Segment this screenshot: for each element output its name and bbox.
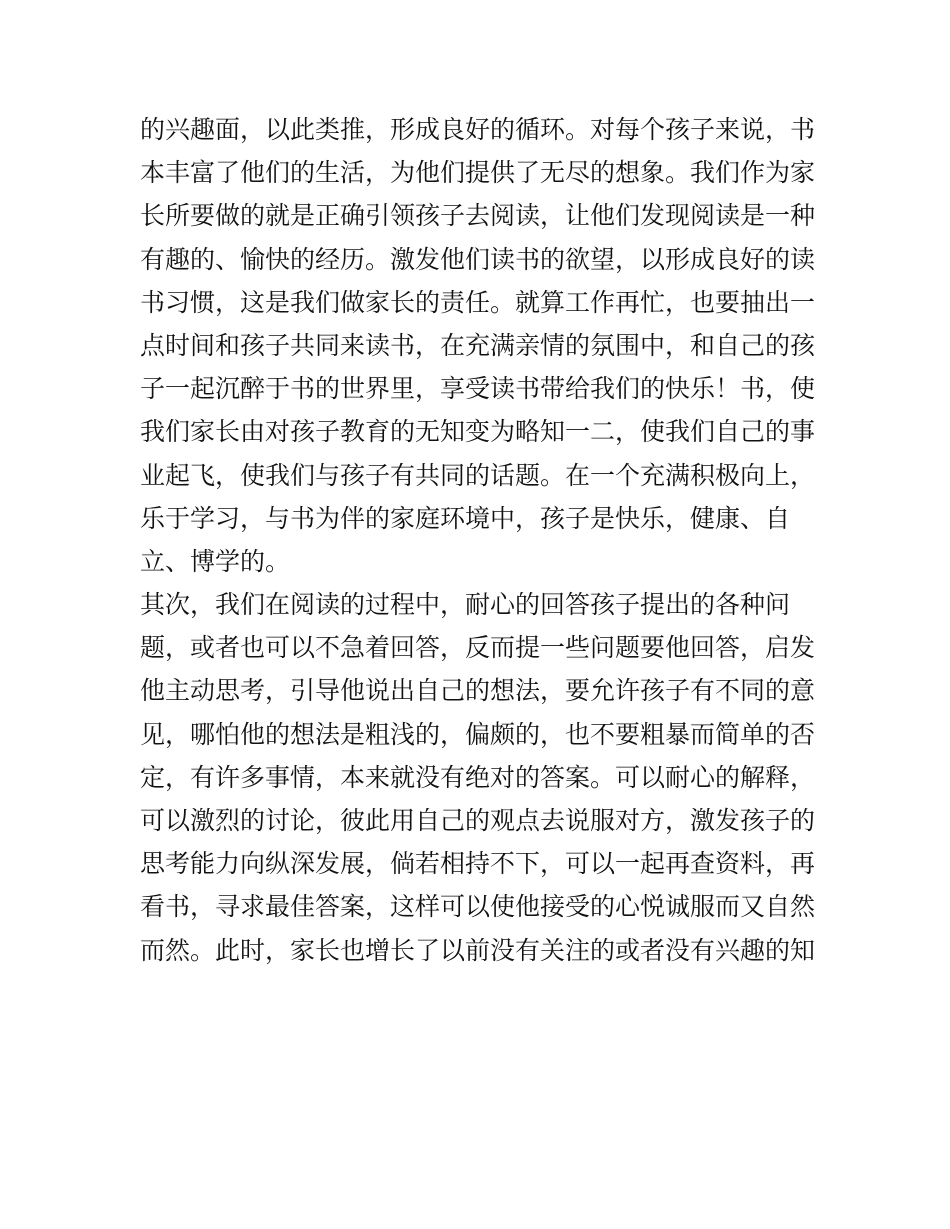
text-line: 而然。此时，家长也增长了以前没有关注的或者没有兴趣的知 [140, 935, 816, 965]
text-line: 业起飞，使我们与孩子有共同的话题。在一个充满积极向上， [140, 460, 816, 490]
text-line: 思考能力向纵深发展，倘若相持不下，可以一起再查资料，再 [140, 849, 816, 879]
text-line: 点时间和孩子共同来读书，在充满亲情的氛围中，和自己的孩 [140, 330, 816, 360]
text-line: 乐于学习，与书为伴的家庭环境中，孩子是快乐，健康、自 [140, 503, 791, 533]
text-line: 本丰富了他们的生活，为他们提供了无尽的想象。我们作为家 [140, 158, 816, 188]
text-line: 见，哪怕他的想法是粗浅的，偏颇的，也不要粗暴而简单的否 [140, 719, 816, 749]
text-line: 题，或者也可以不急着回答，反而提一些问题要他回答，启发 [140, 633, 816, 663]
text-line: 我们家长由对孩子教育的无知变为略知一二，使我们自己的事 [140, 417, 816, 447]
text-line: 书习惯，这是我们做家长的责任。就算工作再忙，也要抽出一 [140, 287, 816, 317]
text-line: 长所要做的就是正确引领孩子去阅读，让他们发现阅读是一种 [140, 201, 816, 231]
text-line: 立、博学的。 [140, 546, 291, 576]
text-line: 子一起沉醉于书的世界里，享受读书带给我们的快乐！书，使 [140, 374, 816, 404]
text-line: 他主动思考，引导他说出自己的想法，要允许孩子有不同的意 [140, 676, 816, 706]
text-line: 定，有许多事情，本来就没有绝对的答案。可以耐心的解释， [140, 762, 816, 792]
body-text [140, 108, 820, 972]
text-line: 看书，寻求最佳答案，这样可以使他接受的心悦诚服而又自然 [140, 892, 816, 922]
text-line: 有趣的、愉快的经历。激发他们读书的欲望，以形成良好的读 [140, 244, 816, 274]
text-line: 可以激烈的讨论，彼此用自己的观点去说服对方，激发孩子的 [140, 806, 816, 835]
text-line: 其次，我们在阅读的过程中，耐心的回答孩子提出的各种问 [140, 590, 791, 620]
text-line: 的兴趣面，以此类推，形成良好的循环。对每个孩子来说，书 [140, 115, 816, 144]
